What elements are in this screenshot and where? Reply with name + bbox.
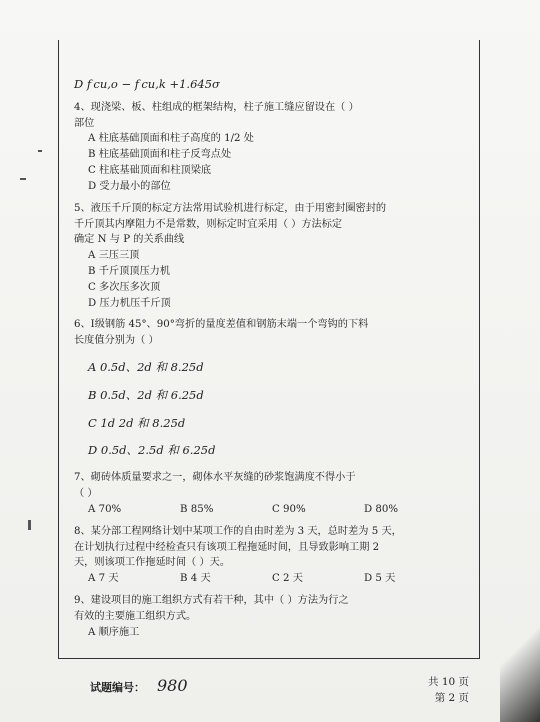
option: D 0.5d、2.5d 和 6.25d <box>88 443 216 458</box>
exam-code-value: 980 <box>157 676 188 695</box>
option: A 70% <box>88 503 122 515</box>
option: D 5 天 <box>364 573 396 585</box>
option: A 柱底基础顶面和柱子高度的 1/2 处 <box>88 133 254 145</box>
option: B 85% <box>180 503 214 515</box>
question-text: 部位 <box>74 117 95 129</box>
option: D 80% <box>364 503 399 515</box>
current-page: 第 2 页 <box>434 692 470 705</box>
question-5 <box>74 201 472 312</box>
question-text: 9、建设项目的施工组织方式有若干种，其中（ ）方法为行之 <box>74 594 349 606</box>
question-text: 7、砌砖体质量要求之一，砌体水平灰缝的砂浆饱满度不得小于 <box>74 472 356 484</box>
question-text: 8、某分部工程网络计划中某项工作的自由时差为 3 天，总时差为 5 天， <box>74 525 402 537</box>
option: A 0.5d、2d 和 8.25d <box>88 360 204 374</box>
question-text: 6、Ⅰ级钢筋 45°、90°弯折的量度差值和钢筋末端一个弯钩的下料 <box>74 319 369 331</box>
option-d-formula: D f cu,o − f cu,k +1.645σ <box>74 77 220 91</box>
question-6 <box>74 317 472 460</box>
exam-code <box>90 676 188 695</box>
option: C 柱底基础顶面和柱顶梁底 <box>88 165 212 177</box>
option-row <box>74 571 472 587</box>
option: A 顺序施工 <box>88 626 140 638</box>
option-row <box>74 502 472 518</box>
option: B 千斤顶顶压力机 <box>88 265 171 277</box>
option: A 三压三顶 <box>88 250 140 262</box>
question-text: 千斤顶其内摩阻力不是常数，则标定时宜采用（ ）方法标定 <box>74 218 343 230</box>
scan-mark <box>28 520 31 530</box>
option: B 4 天 <box>180 573 211 585</box>
question-text: 长度值分别为（ ） <box>74 335 159 347</box>
question-7 <box>74 470 472 517</box>
option: D 压力机压千斤顶 <box>88 297 171 309</box>
question-text: 有效的主要施工组织方式。 <box>74 610 197 622</box>
question-text: 确定 N 与 P 的关系曲线 <box>74 234 185 246</box>
option: C 90% <box>272 503 306 515</box>
exam-content <box>74 76 472 640</box>
question-8 <box>74 524 472 587</box>
option: C 2 天 <box>272 573 303 585</box>
question-text: 5、液压千斤顶的标定方法常用试验机进行标定，由于用密封圈密封的 <box>74 202 387 214</box>
option: A 7 天 <box>88 573 119 585</box>
question-9 <box>74 593 472 640</box>
question-4 <box>74 100 472 195</box>
scan-mark <box>20 178 26 180</box>
exam-code-label: 试题编号： <box>90 681 145 694</box>
option: C 1d 2d 和 8.25d <box>88 415 186 430</box>
question-text: 天，则该项工作拖延时间（ ）天。 <box>74 557 231 569</box>
question-text: 4、现浇梁、板、柱组成的框架结构，柱子施工缝应留设在（ ） <box>74 101 359 113</box>
scan-mark <box>38 150 42 152</box>
option: C 多次压多次顶 <box>88 281 161 293</box>
question-text: （ ） <box>74 488 98 500</box>
option: B 0.5d、2d 和 6.25d <box>88 387 204 402</box>
option: D 受力最小的部位 <box>88 180 171 192</box>
page-counter <box>428 674 469 707</box>
question-text: 在计划执行过程中经检查只有该项工程拖延时间，且导致影响工期 2 <box>74 541 380 553</box>
scan-shadow <box>500 600 540 722</box>
total-pages: 共 10 页 <box>428 676 470 688</box>
option: B 柱底基础顶面和柱子反弯点处 <box>88 149 232 161</box>
